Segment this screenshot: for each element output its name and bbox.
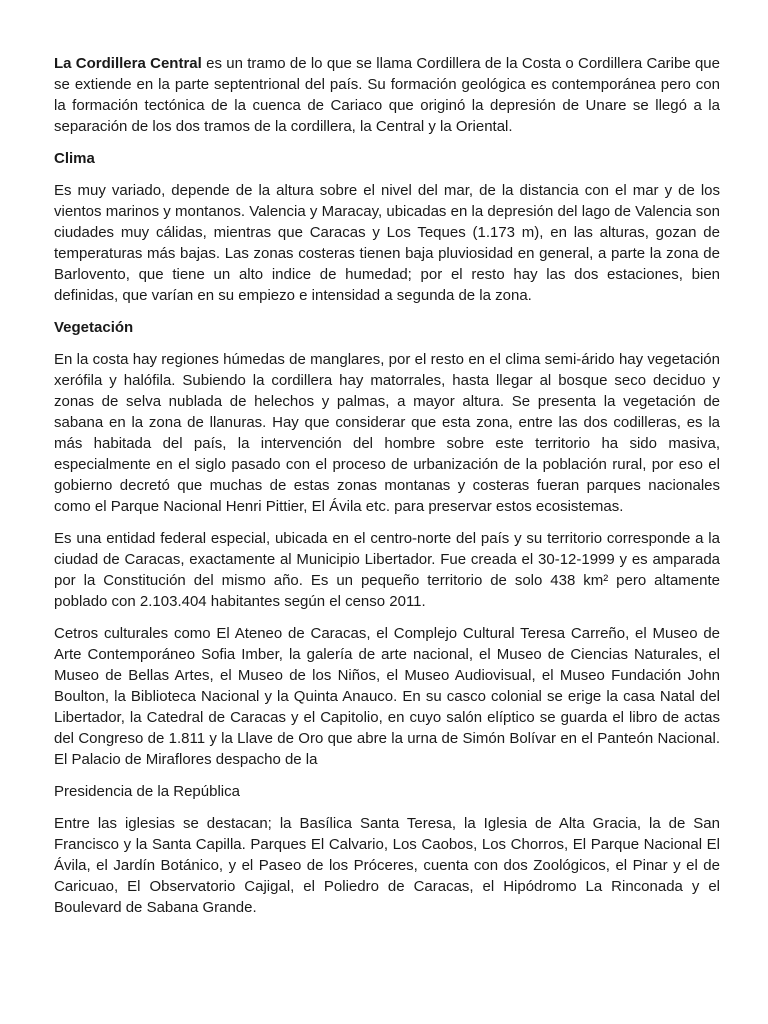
vegetacion-heading: Vegetación [54,319,134,336]
centros-paragraph: Cetros culturales como El Ateneo de Caracas, el Complejo Cultural Teresa Carreño, el Museo de Arte Contemporáneo Sofia Imber, la galería de arte nacional, el Museo de Ciencias Naturales, el Museo de Bellas Artes, el Museo de los Niños, el Museo Audiovisual, el Museo Fundación John Boulton, la Biblioteca Nacional y la Quinta Anauco. En su casco colonial se erige la casa Natal del Libertador, la Catedral de Caracas y el Capitolio, en cuyo salón elíptico se guarda el libro de actas del Congreso de 1.811 y la Llave de Oro que abre la urna de Simón Bolívar en el Panteón Nacional. El Palacio de Miraflores despacho de la [54,625,720,768]
clima-paragraph: Es muy variado, depende de la altura sobre el nivel del mar, de la distancia con el mar y de los vientos marinos y montanos. Valencia y Maracay, ubicadas en la depresión del lago de Valencia son ciudades muy cálidas, mientras que Caracas y Los Teques (1.173 m), en las alturas, gozan de temperaturas más bajas. Las zonas costeras tienen baja pluviosidad en general, a parte la zona de Barlovento, que tiene un alto indice de humedad; por el resto hay las dos estaciones, bien definidas, que varían en su empiezo e intensidad a segunda de la zona. [54,182,720,304]
iglesias-paragraph: Entre las iglesias se destacan; la Basílica Santa Teresa, la Iglesia de Alta Gracia, la de San Francisco y la Santa Capilla. Parques El Calvario, Los Caobos, Los Chorros, El Parque Nacional El Ávila, el Jardín Botánico, y el Paseo de los Próceres, cuenta con dos Zoológicos, el Pinar y el de Caricuao, El Observatorio Cajigal, el Poliedro de Caracas, el Hipódromo La Rinconada y el Boulevard de Sabana Grande. [54,815,720,916]
clima-heading: Clima [54,150,95,167]
vegetacion-paragraph: En la costa hay regiones húmedas de manglares, por el resto en el clima semi-árido hay vegetación xerófila y halófila. Subiendo la cordillera hay matorrales, hasta llegar al bosque seco deciduo y zonas de selva nublada de helechos y palmas, a mayor altura. Se presenta la vegetación de sabana en la zona de llanuras. Hay que considerar que esta zona, entre las dos codilleras, es la más habitada del país, la intervención del hombre sobre este territorio ha sido masiva, especialmente en el siglo pasado con el proceso de urbanización de la población rural, por eso el gobierno decretó que muchas de estas zonas montanas y costeras fueran parques nacionales como el Parque Nacional Henri Pittier, El Ávila etc. para preservar estos ecosistemas. [54,351,720,515]
presidencia-line: Presidencia de la República [54,783,240,800]
entidad-paragraph: Es una entidad federal especial, ubicada en el centro-norte del país y su territorio corresponde a la ciudad de Caracas, exactamente al Municipio Libertador. Fue creada el 30-12-1999 y es amparada por la Constitución del mismo año. Es un pequeño territorio de solo 438 km² pero altamente poblado con 2.103.404 habitantes según el censo 2011. [54,530,720,610]
intro-text: es un tramo de lo que se llama Cordillera de la Costa o Cordillera Caribe que se extiende en la parte septentrional del país. Su formación geológica es contemporánea pero con la formación tectónica de la cuenca de Cariaco que originó la depresión de Unare se llegó a la separación de los dos tramos de la cordillera, la Central y la Oriental. [54,55,720,135]
intro-paragraph [54,53,720,137]
intro-lead: La Cordillera Central [54,55,202,72]
document-page [54,53,720,929]
